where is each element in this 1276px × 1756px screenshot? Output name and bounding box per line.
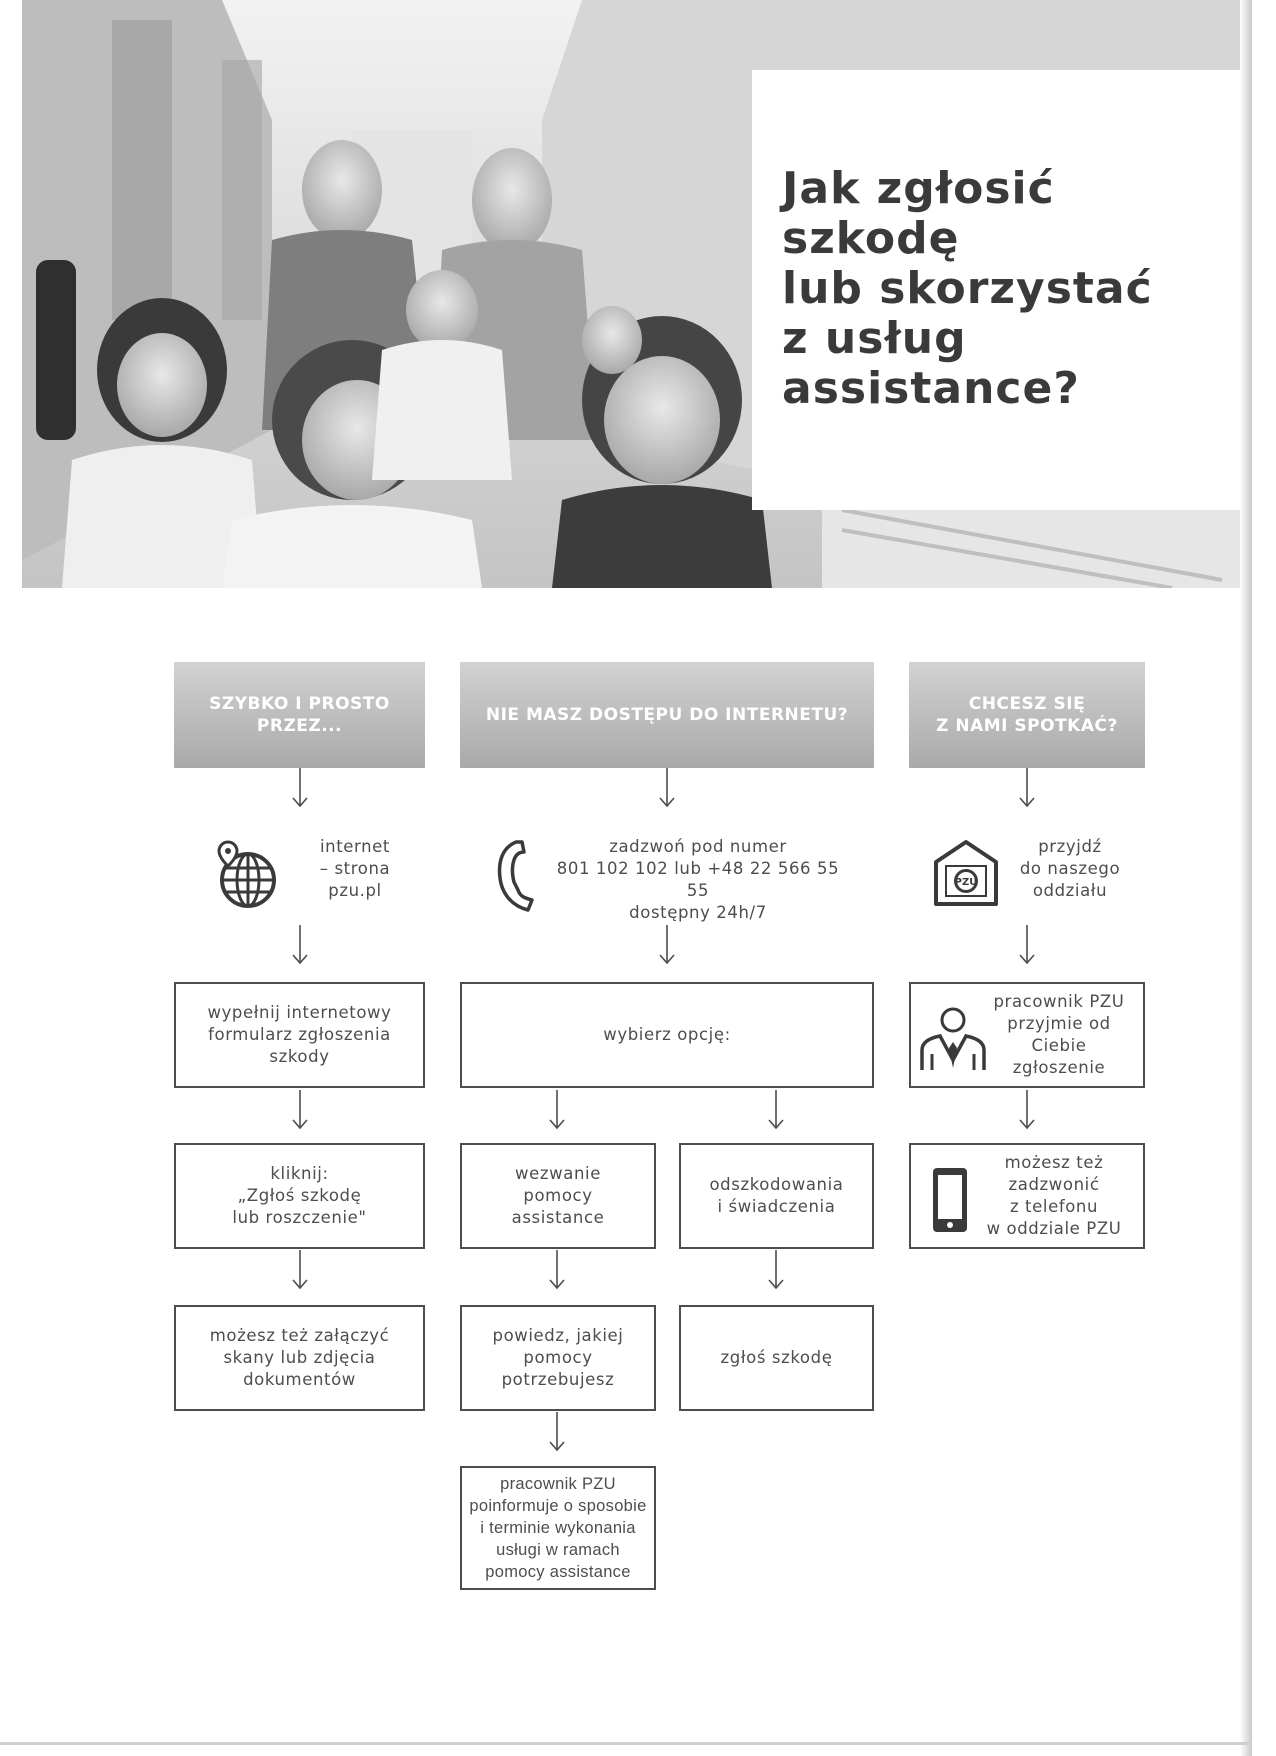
employee-icon [918,1006,988,1072]
channel-phone: zadzwoń pod numer 801 102 102 lub +48 22 566 55 55 dostępny 24h/7 [556,837,840,922]
header-right: CHCESZ SIĘ Z NAMI SPOTKAĆ? [909,662,1145,768]
title-question-mark: ? [1053,363,1080,414]
step-employee-informs: pracownik PZU poinformuje o sposobie i terminie wykonania usługi w ramach pomocy assistance [460,1466,656,1590]
step-compensation: odszkodowania i świadczenia [679,1143,874,1249]
arrow-down-icon [290,925,310,965]
arrow-down-icon [547,1090,567,1130]
arrow-down-icon [290,768,310,808]
channel-internet: internet – strona pzu.pl [319,837,391,900]
title-bold-2: szkodę [782,213,960,264]
title-bold-1: zgłosić [876,163,1055,214]
arrow-down-icon [1017,1090,1037,1130]
header-middle: NIE MASZ DOSTĘPU DO INTERNETU? [460,662,874,768]
step-click-report: kliknij: „Zgłoś szkodę lub roszczenie" [174,1143,425,1249]
pzu-logo-text: PZU [954,877,978,888]
scan-bottom-line [0,1742,1252,1745]
phone-icon [494,838,534,914]
title-bold-5: assistance [782,363,1054,414]
arrow-down-icon [1017,925,1037,965]
arrow-down-icon [547,1250,567,1290]
mobile-phone-icon [930,1165,970,1235]
step-assistance-call: wezwanie pomocy assistance [460,1143,656,1249]
arrow-down-icon [1017,768,1037,808]
globe-pin-icon [214,840,278,912]
title-line-3: lub skorzystać [782,263,1153,314]
header-left: SZYBKO I PROSTO PRZEZ... [174,662,425,768]
title-line-4: z usług [782,313,967,364]
arrow-down-icon [547,1412,567,1452]
arrow-down-icon [766,1250,786,1290]
step-describe-help: powiedz, jakiej pomocy potrzebujesz [460,1305,656,1411]
page-title [782,164,1153,414]
arrow-down-icon [657,925,677,965]
title-normal-1: Jak [782,163,877,214]
step-report-damage: zgłoś szkodę [679,1305,874,1411]
step-choose-option: wybierz opcję: [460,982,874,1088]
arrow-down-icon [766,1090,786,1130]
arrow-down-icon [290,1090,310,1130]
step-fill-form: wypełnij internetowy formularz zgłoszenia szkody [174,982,425,1088]
pzu-branch-house-icon [932,838,1000,908]
step-attach-scans: możesz też załączyć skany lub zdjęcia dokumentów [174,1305,425,1411]
step-employee-receives-text: pracownik PZU przyjmie od Ciebie zgłoszenie [993,992,1125,1077]
scan-edge [1240,0,1252,1756]
step-branch-phone-text: możesz też zadzwonić z telefonu w oddziale PZU [986,1153,1122,1238]
arrow-down-icon [290,1250,310,1290]
arrow-down-icon [657,768,677,808]
channel-branch: przyjdź do naszego oddziału [1019,837,1121,900]
